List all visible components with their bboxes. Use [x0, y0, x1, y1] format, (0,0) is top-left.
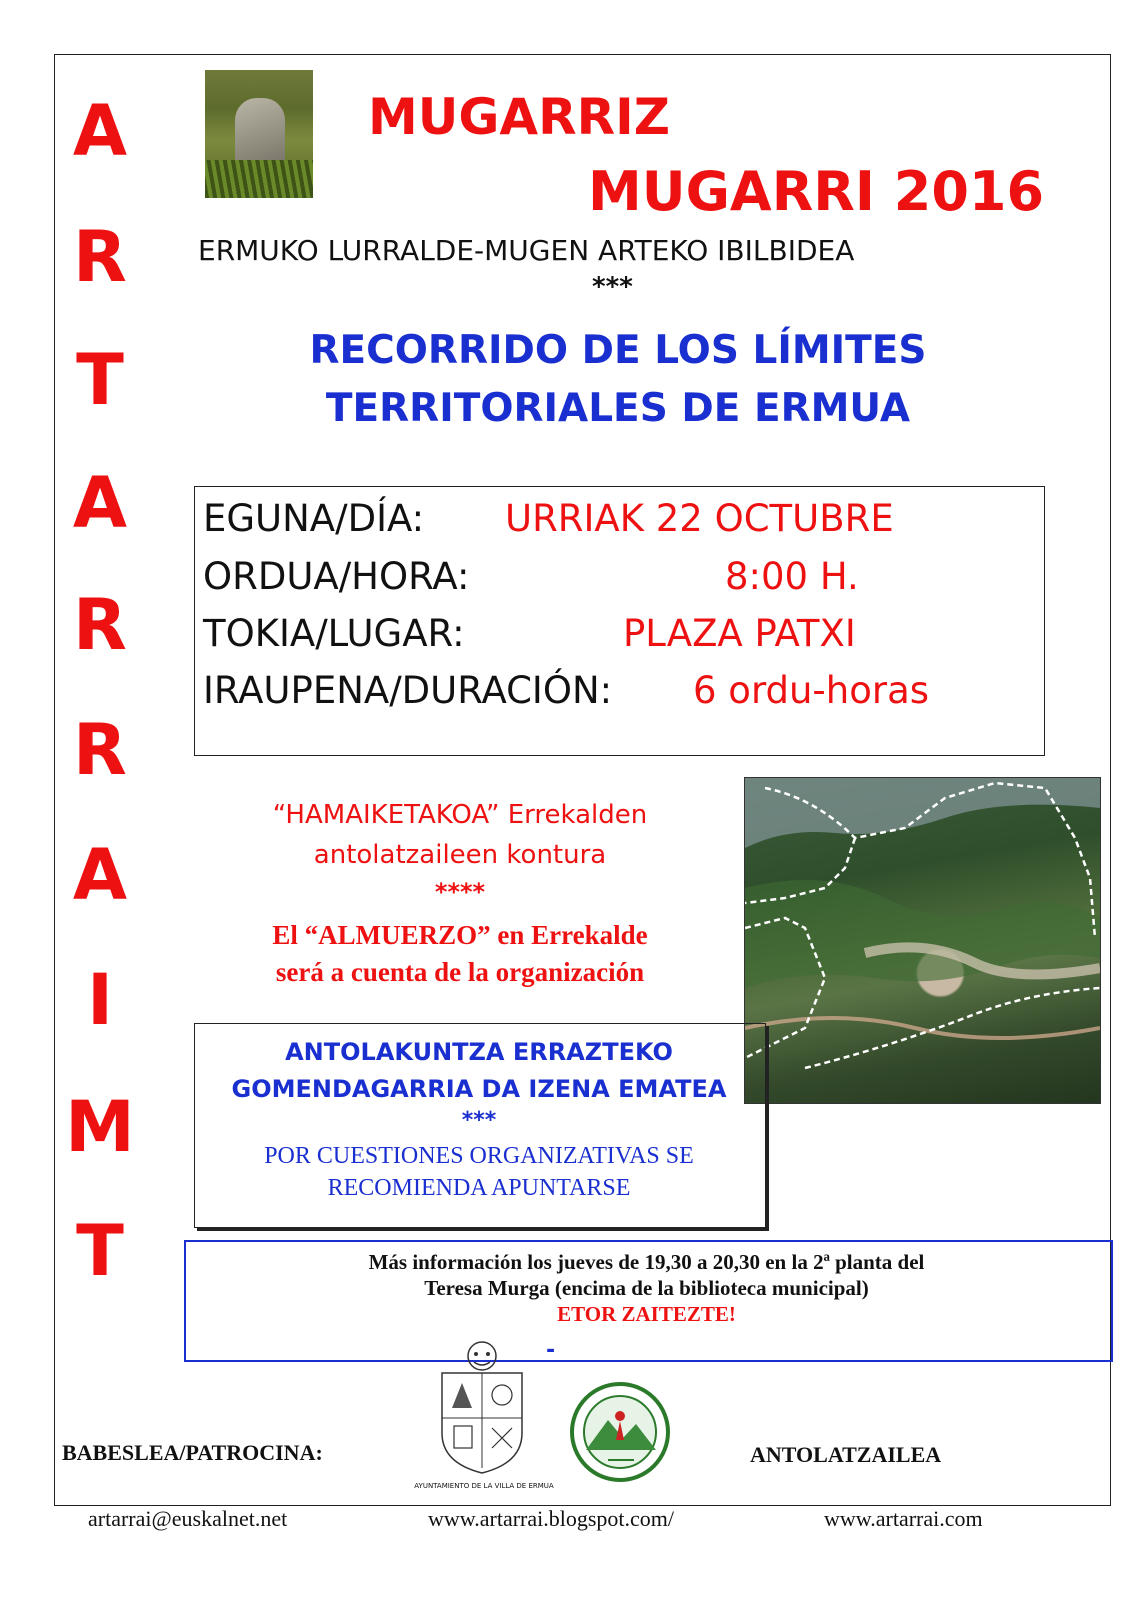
organizer-label: ANTOLATZAILEA	[750, 1442, 942, 1467]
more-info-line2: Teresa Murga (encima de la biblioteca municipal)	[424, 1276, 869, 1300]
more-info-line3: ETOR ZAITEZTE!	[557, 1302, 736, 1326]
detail-label: TOKIA/LUGAR:	[203, 612, 465, 655]
detail-value: 8:00 H.	[725, 555, 859, 598]
aerial-route-map	[744, 777, 1101, 1104]
detail-label: EGUNA/DÍA:	[203, 497, 425, 540]
subtitle-spanish-line2: TERRITORIALES DE ERMUA	[325, 386, 911, 431]
detail-value: 6 ordu-horas	[693, 669, 930, 712]
detail-row-time	[203, 555, 859, 598]
snack-basque-line1: “HAMAIKETAKOA” Errekalden	[272, 800, 648, 830]
vertical-letter: R	[73, 584, 127, 666]
vertical-letter: A	[72, 90, 128, 172]
detail-label: IRAUPENA/DURACIÓN:	[203, 669, 613, 712]
detail-value: PLAZA PATXI	[623, 612, 856, 655]
detail-row-duration	[203, 669, 930, 712]
subtitle-spanish-line1: RECORRIDO DE LOS LÍMITES	[309, 328, 927, 373]
detail-row-place	[203, 612, 856, 655]
boundary-stone-photo	[205, 70, 313, 198]
vertical-letter: R	[73, 216, 127, 298]
vertical-letter: T	[76, 1210, 124, 1292]
coat-caption: AYUNTAMIENTO DE LA VILLA DE ERMUA	[414, 1482, 554, 1490]
registration-separator: ***	[461, 1108, 497, 1133]
detail-label: ORDUA/HORA:	[203, 555, 470, 598]
sponsor-label: BABESLEA/PATROCINA:	[62, 1440, 323, 1465]
footer-blog-link[interactable]: www.artarrai.blogspot.com/	[428, 1506, 675, 1531]
registration-spanish-line1: POR CUESTIONES ORGANIZATIVAS SE	[264, 1143, 694, 1169]
subtitle-basque: ERMUKO LURRALDE-MUGEN ARTEKO IBILBIDEA	[198, 234, 855, 267]
footer-website-link[interactable]: www.artarrai.com	[824, 1506, 983, 1531]
footer-email[interactable]: artarrai@euskalnet.net	[88, 1506, 288, 1531]
snack-basque-line2: antolatzaileen kontura	[313, 840, 607, 870]
registration-basque-line1: ANTOLAKUNTZA ERRAZTEKO	[285, 1038, 673, 1066]
snack-separator: ****	[434, 878, 486, 906]
event-details-box	[194, 486, 1045, 756]
vertical-letter: R	[73, 709, 127, 791]
more-info-line1: Más información los jueves de 19,30 a 20,30 en la 2ª planta del	[368, 1250, 925, 1274]
snack-spanish-line1: El “ALMUERZO” en Errekalde	[272, 920, 648, 950]
title-line2: MUGARRI 2016	[588, 160, 1045, 223]
vertical-letter: M	[65, 1086, 135, 1168]
artarrai-club-logo	[568, 1380, 673, 1485]
vertical-letter: A	[72, 462, 128, 544]
vertical-letter: A	[72, 834, 128, 916]
more-info-dash: -	[546, 1338, 556, 1363]
vertical-letter: T	[76, 339, 124, 421]
detail-value: URRIAK 22 OCTUBRE	[505, 497, 894, 540]
registration-spanish-line2: RECOMIENDA APUNTARSE	[327, 1175, 631, 1201]
detail-row-date	[203, 497, 894, 540]
ermua-coat-of-arms-logo	[432, 1338, 532, 1488]
vertical-letter: I	[86, 959, 114, 1041]
title-line1: MUGARRIZ	[368, 88, 670, 146]
separator-stars: ***	[592, 272, 633, 302]
registration-basque-line2: GOMENDAGARRIA DA IZENA EMATEA	[231, 1075, 727, 1103]
snack-spanish-line2: será a cuenta de la organización	[275, 957, 645, 987]
